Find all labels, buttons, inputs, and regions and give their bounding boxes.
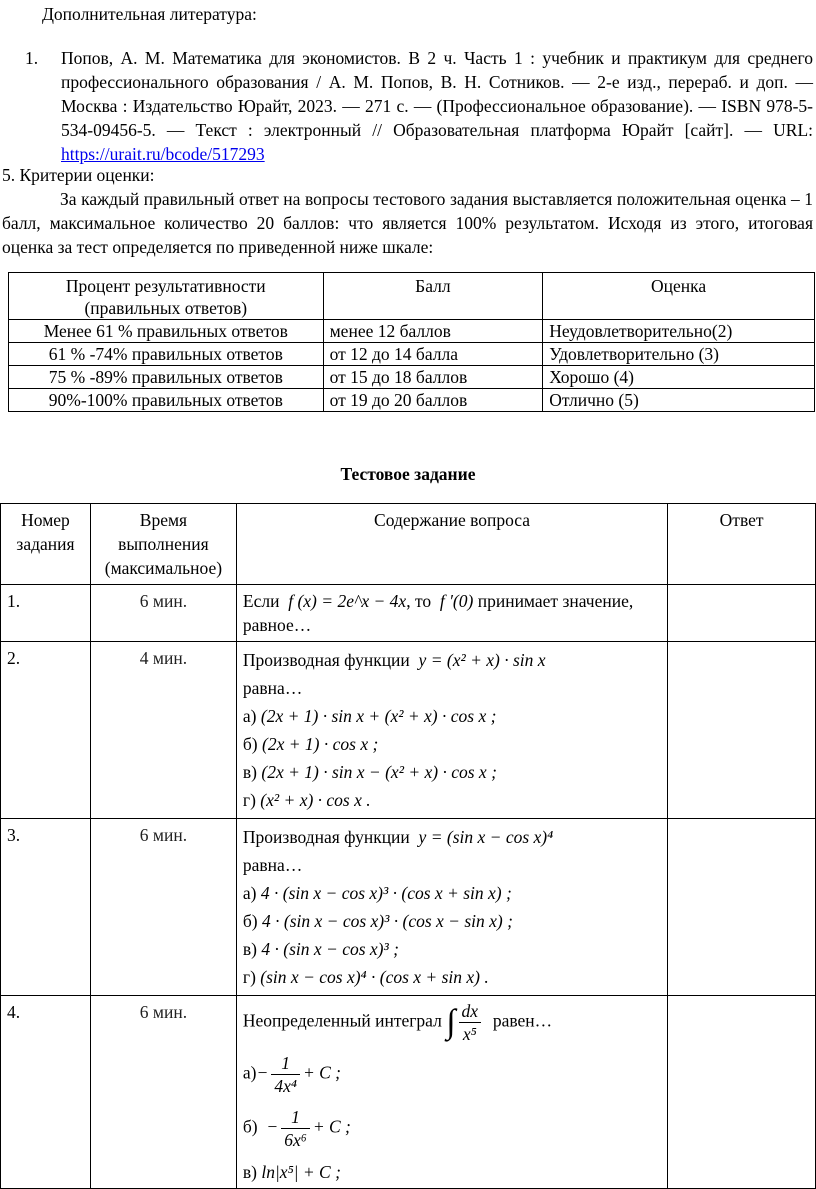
question-number: 1. [1,585,91,642]
test-table-header-row [1,504,816,585]
question-content [236,585,667,642]
q3-option-c: в) 4 · (sin x − cos x)³ ; [242,939,399,959]
integral-icon: ∫ [446,1003,456,1041]
q2-option-c: в) (2x + 1) · sin x − (x² + x) · cos x ; [242,762,497,782]
question-time: 6 мин. [90,819,236,996]
grade-cell-percent: 61 % -74% правильных ответов [9,343,324,366]
test-table [0,503,816,1189]
q1-formula: f (x) = 2e^x − 4x [288,591,407,611]
grade-cell-percent: 75 % -89% правильных ответов [9,366,324,389]
answer-cell[interactable] [668,996,816,1189]
q3-stem-tail: равна… [242,855,303,875]
literature-item-text: Попов, А. М. Математика для экономистов. В 2 ч. Часть 1 : учебник и практикум для среднего профессионального образования / А. М. Попов, В. Н. Сотников. — 2-е изд., перераб. и доп. — Москва : Издательство Юрайт, 2023. — 271 с. — (Профессиональное образование). — ISBN 978-5-534-09456-5. — Текст : электронный // Образовательная платформа Юрайт [сайт]. — URL: [61,48,813,140]
q3-option-a: а) 4 · (sin x − cos x)³ · (cos x + sin x) ; [242,883,512,903]
question-row [1,642,816,819]
answer-cell[interactable] [668,642,816,819]
grade-table-header-row [9,273,815,320]
answer-cell[interactable] [668,585,816,642]
question-row [1,585,816,642]
question-row [1,819,816,996]
grade-cell-percent: 90%-100% правильных ответов [9,389,324,412]
test-title: Тестовое задание [340,464,476,484]
grade-cell-mark: Удовлетворительно (3) [543,343,815,366]
grade-table-row [9,343,815,366]
q3-option-d: г) (sin x − cos x)⁴ · (cos x + sin x) . [242,967,489,987]
literature-item-number: 1. [25,48,39,68]
test-header-content: Содержание вопроса [236,504,667,585]
grade-cell-points: от 19 до 20 баллов [323,389,543,412]
question-number: 2. [1,642,91,819]
grade-header-mark: Оценка [543,273,815,320]
grade-table-row [9,366,815,389]
grade-cell-mark: Неудовлетворительно(2) [543,320,815,343]
q1-if-text: Если [242,591,280,611]
literature-item [61,46,813,166]
q3-function: y = (sin x − cos x)⁴ [418,827,554,847]
question-content [236,819,667,996]
q4-integrand: $\frac{dx}{\text{x⁵}}$ [459,1000,482,1045]
q4-stem-tail: равен… [492,1010,553,1031]
question-number: 4. [1,996,91,1189]
q2-stem: Производная функции y = (x² + x) · sin x [242,650,546,670]
test-header-answer: Ответ [668,504,816,585]
grade-header-points: Балл [323,273,543,320]
grade-cell-mark: Хорошо (4) [543,366,815,389]
q4-option-c: в) ln|x⁵| + C ; [242,1162,341,1182]
question-number: 3. [1,819,91,996]
q3-option-b: б) 4 · (sin x − cos x)³ · (cos x − sin x) ; [242,911,513,931]
q4-stem: Неопределенный интеграл ∫ $\frac{dx}{\text{x⁵}}$ равен… [242,1001,553,1044]
test-header-number: Номер задания [1,504,91,585]
question-content [236,642,667,819]
literature-url-link[interactable]: https://urait.ru/bcode/517293 [61,144,265,164]
question-time: 6 мин. [90,585,236,642]
q2-option-a: а) (2x + 1) · sin x + (x² + x) · cos x ; [242,706,497,726]
grade-table-row [9,389,815,412]
grade-cell-percent: Менее 61 % правильных ответов [9,320,324,343]
grade-cell-points: менее 12 баллов [323,320,543,343]
q2-stem-tail: равна… [242,678,303,698]
q1-derivative: f ′(0) [439,591,474,611]
grade-cell-points: от 12 до 14 балла [323,343,543,366]
literature-heading: Дополнительная литература: [42,4,257,24]
q2-option-b: б) (2x + 1) · cos x ; [242,734,379,754]
q2-option-d: г) (x² + x) · cos x . [242,790,371,810]
q1-then-text: , то [406,591,432,611]
grade-cell-mark: Отлично (5) [543,389,815,412]
criteria-paragraph: За каждый правильный ответ на вопросы тестового задания выставляется положительная оценка – 1 балл, максимальное количество 20 баллов: что является 100% результатом. Исходя из этого, итоговая оценка за тест определяется по приведенной ниже шкале: [2,189,813,257]
q4-option-a: а)− $\frac{1}{\text{4x⁴}}$ + C ; [242,1053,341,1096]
q1-tail-text: принимает значение, равное… [242,591,634,635]
test-header-time: Время выполнения (максимальное) [90,504,236,585]
q2-function: y = (x² + x) · sin x [418,650,546,670]
grade-cell-points: от 15 до 18 баллов [323,366,543,389]
criteria-heading: 5. Критерии оценки: [2,165,155,185]
grade-header-percent: Процент результативности (правильных ответов) [9,273,324,320]
grade-table-row [9,320,815,343]
question-row [1,996,816,1189]
q3-stem: Производная функции y = (sin x − cos x)⁴ [242,827,554,847]
answer-cell[interactable] [668,819,816,996]
question-time: 4 мин. [90,642,236,819]
question-time: 6 мин. [90,996,236,1189]
q4-option-b: б) − $\frac{1}{\text{6x⁶}}$ + C ; [242,1107,351,1150]
grade-scale-table [8,272,815,412]
question-content [236,996,667,1189]
